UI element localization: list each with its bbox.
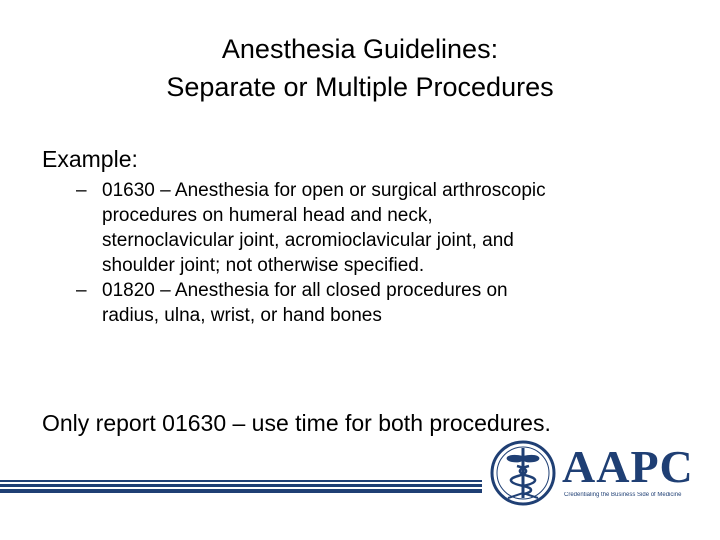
aapc-logo xyxy=(488,438,694,508)
bullet-text: 01820 – Anesthesia for all closed procedures on radius, ulna, wrist, or hand bones xyxy=(102,280,508,326)
bullet-item xyxy=(76,178,686,278)
footer-bar xyxy=(0,480,482,482)
bullet-dash: – xyxy=(76,280,87,301)
title-line-2: Separate or Multiple Procedures xyxy=(166,72,554,102)
logo-wordmark: AAPC xyxy=(562,441,694,492)
title-line-1: Anesthesia Guidelines: xyxy=(221,34,499,64)
slide-title xyxy=(0,30,720,106)
logo-tagline: Credentialing the Business Side of Medicine xyxy=(564,492,682,498)
example-label: Example: xyxy=(42,146,138,172)
footer-bar xyxy=(0,489,482,493)
footer-bars xyxy=(0,480,482,494)
bullet-text: 01630 – Anesthesia for open or surgical arthroscopic procedures on humeral head and neck, sternoclavicular joint, acromioclavicular joint, and shoulder joint; not otherwise specified. xyxy=(102,180,546,276)
summary-text: Only report 01630 – use time for both procedures. xyxy=(42,410,551,436)
footer-bar xyxy=(0,484,482,487)
bullet-list xyxy=(76,178,686,328)
bullet-dash: – xyxy=(76,180,87,201)
bullet-item xyxy=(76,278,686,328)
caduceus-icon xyxy=(488,438,558,508)
